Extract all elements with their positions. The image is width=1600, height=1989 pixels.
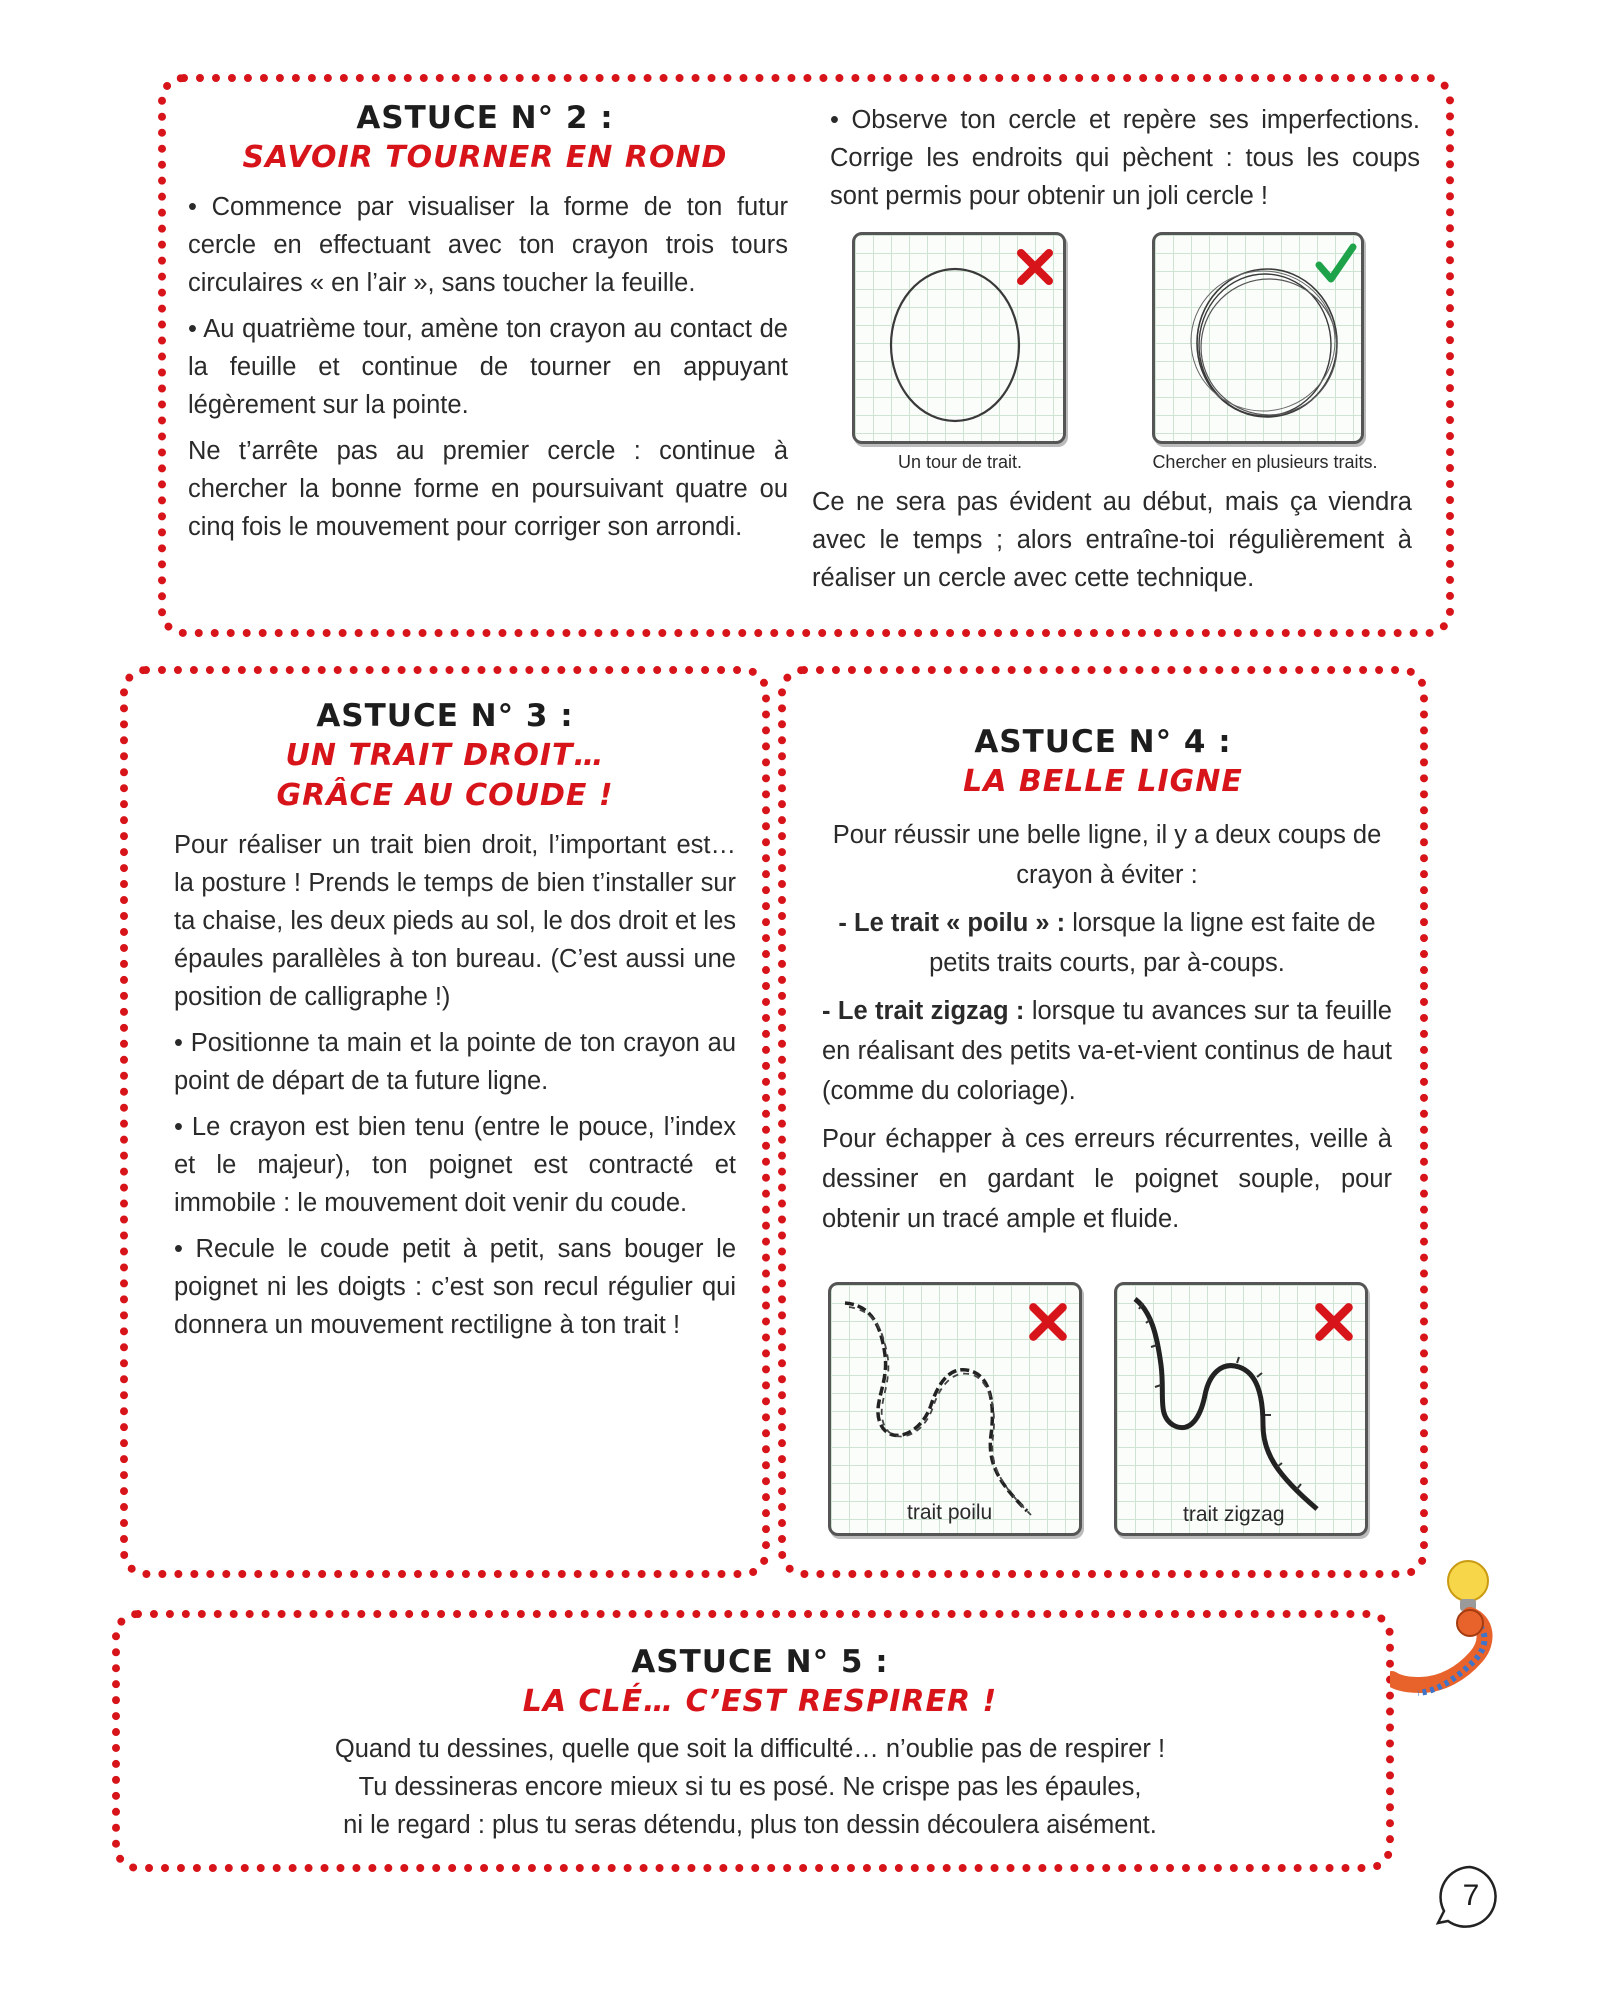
paragraph: • Positionne ta main et la pointe de ton crayon au point de départ de ta future ligne.	[174, 1029, 736, 1095]
tip-4-text	[822, 815, 1392, 1247]
cross-icon	[1013, 245, 1057, 289]
paragraph: • Observe ton cercle et repère ses imperfections. Corrige les endroits qui pèchent : tous les coups sont permis pour obtenir un joli cercle !	[830, 106, 1420, 210]
text-line: ni le regard : plus tu seras détendu, plus ton dessin découlera aisément.	[343, 1811, 1157, 1839]
text-line: Tu dessineras encore mieux si tu es posé. Ne crispe pas les épaules,	[358, 1773, 1142, 1801]
tip-3-text	[174, 826, 736, 1352]
paragraph: • Le crayon est bien tenu (entre le pouce, l’index et le majeur), ton poignet est contracté et immobile : le mouvement doit venir du coude.	[174, 1113, 736, 1217]
cross-icon	[1311, 1299, 1357, 1345]
tip-4-subheading: LA BELLE LIGNE	[963, 764, 1243, 799]
text-line: Quand tu dessines, quelle que soit la difficulté… n’oublie pas de respirer !	[334, 1735, 1166, 1763]
hairy-line-caption: trait poilu	[907, 1501, 993, 1524]
tip-2-right-outro	[812, 483, 1412, 605]
paragraph: Pour réussir une belle ligne, il y a deux coups de crayon à éviter :	[832, 821, 1382, 889]
caterpillar-icon	[1390, 1545, 1510, 1725]
hairy-line-image	[828, 1282, 1082, 1536]
item-text: lorsque la ligne est faite de petits traits courts, par à-coups.	[929, 909, 1376, 977]
tip-5-text	[200, 1730, 1300, 1844]
tip-5-heading: ASTUCE N° 5 :	[631, 1644, 889, 1680]
tip-2-title	[180, 98, 790, 178]
tip-5-title	[440, 1642, 1080, 1722]
tip-5-subheading: LA CLÉ… C’EST RESPIRER !	[522, 1684, 998, 1719]
circle-wrong-caption: Un tour de trait.	[897, 452, 1023, 472]
tip-4-heading: ASTUCE N° 4 :	[974, 724, 1232, 760]
item-label: - Le trait zigzag :	[822, 997, 1025, 1025]
paragraph: Pour réaliser un trait bien droit, l’important est… la posture ! Prends le temps de bien t’installer sur ta chaise, les deux pieds au sol, le dos droit et les épaules parallèles à ton bureau. (C’est aussi une position de calligraphe !)	[174, 831, 736, 1011]
paragraph: • Au quatrième tour, amène ton crayon au contact de la feuille et continue de tourner en appuyant légèrement sur la pointe.	[188, 315, 788, 419]
tip-3-subheading-2: GRÂCE AU COUDE !	[276, 778, 614, 813]
zigzag-line-image	[1114, 1282, 1368, 1536]
paragraph: • Recule le coude petit à petit, sans bouger le poignet ni les doigts : c’est son recul régulier qui donnera un mouvement rectiligne à ton trait !	[174, 1235, 736, 1339]
list-item	[822, 903, 1392, 983]
item-label: - Le trait « poilu » :	[838, 909, 1066, 937]
circle-right-caption: Chercher en plusieurs traits.	[1152, 452, 1378, 472]
cross-icon	[1025, 1299, 1071, 1345]
tip-2-left-text	[188, 188, 788, 554]
page-number-text: 7	[1462, 1879, 1480, 1912]
paragraph: Ne t’arrête pas au premier cercle : continue à chercher la bonne forme en poursuivant quatre ou cinq fois le mouvement pour corriger son arrondi.	[188, 437, 788, 541]
paragraph: Pour échapper à ces erreurs récurrentes, veille à dessiner en gardant le poignet souple, pour obtenir un tracé ample et fluide.	[822, 1125, 1392, 1233]
tip-2-heading: ASTUCE N° 2 :	[356, 100, 614, 136]
circle-wrong-image	[852, 232, 1066, 444]
list-item	[822, 991, 1392, 1111]
tip-2-right-intro	[830, 101, 1420, 223]
lightbulb-icon	[1448, 1561, 1488, 1611]
tip-3-subheading-1: UN TRAIT DROIT…	[285, 738, 605, 773]
tip-2-subheading: SAVOIR TOURNER EN ROND	[242, 140, 728, 175]
item-text: lorsque tu avances sur ta feuille en réalisant des petits va-et-vient continus de haut (comme du coloriage).	[822, 997, 1392, 1105]
tip-4-title	[798, 722, 1408, 802]
paragraph: Ce ne sera pas évident au début, mais ça viendra avec le temps ; alors entraîne-toi régulièrement à réaliser un cercle avec cette technique.	[812, 488, 1412, 592]
tip-3-heading: ASTUCE N° 3 :	[316, 698, 574, 734]
page-number	[1438, 1865, 1504, 1931]
zigzag-line-caption: trait zigzag	[1183, 1503, 1285, 1526]
circle-right-image	[1152, 232, 1364, 444]
tip-3-title	[140, 696, 750, 816]
check-icon	[1313, 241, 1359, 287]
paragraph: • Commence par visualiser la forme de ton futur cercle en effectuant avec ton crayon trois tours circulaires « en l’air », sans toucher la feuille.	[188, 193, 788, 297]
